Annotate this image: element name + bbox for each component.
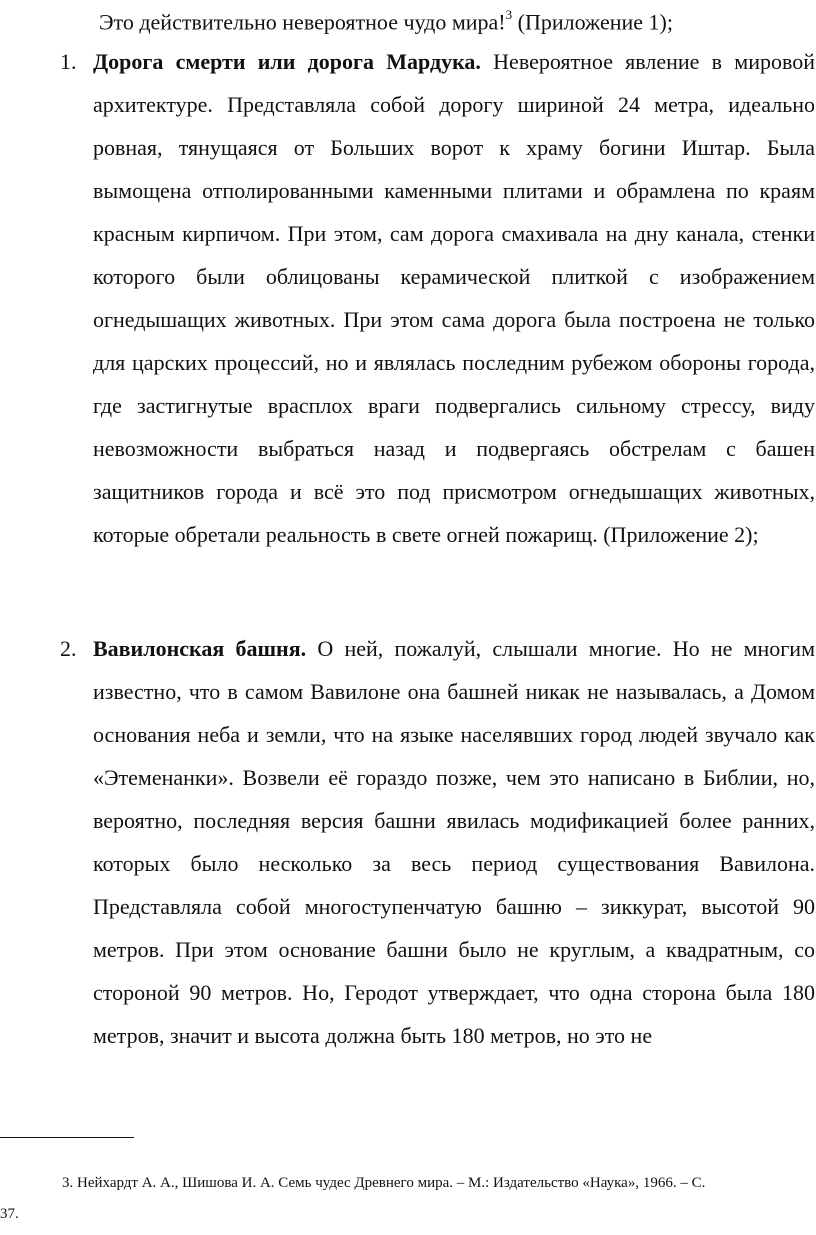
footnote-separator	[0, 1137, 134, 1138]
list-number: 2.	[60, 636, 77, 661]
intro-line	[99, 0, 799, 39]
footnote	[0, 1168, 816, 1230]
list-number: 1.	[60, 49, 77, 74]
item-body: О ней, пожалуй, слышали многие. Но не многим известно, что в самом Вавилоне она башней никак не называлась, а Домом основания неба и земли, что на языке населявших город людей звучало как «Этеменанки». Возвели её гораздо позже, чем это написано в Библии, но, вероятно, последняя версия башни явилась модификацией более ранних, которых было несколько за весь период существования Вавилона. Представляла собой многоступенчатую башню – зиккурат, высотой 90 метров. При этом основание башни было не круглым, а квадратным, со стороной 90 метров. Но, Геродот утверждает, что одна сторона была 180 метров, значит и высота должна быть 180 метров, но это не	[93, 636, 815, 1048]
footnote-line-1: 3. Нейхардт А. А., Шишова И. А. Семь чудес Древнего мира. – М.: Издательство «Наука», 1966. – С.	[62, 1175, 706, 1191]
intro-after: (Приложение 1);	[512, 9, 673, 35]
footnote-ref[interactable]: 3	[505, 7, 513, 22]
intro-text: Это действительно невероятное чудо мира!	[99, 9, 506, 35]
list-item-road-of-marduk	[60, 40, 815, 556]
item-title: Вавилонская башня.	[93, 636, 307, 661]
list-item-tower-of-babel	[60, 627, 815, 1057]
footnote-line-2: 37.	[0, 1206, 19, 1222]
item-title: Дорога смерти или дорога Мардука.	[93, 49, 481, 74]
item-body: Невероятное явление в мировой архитектуре. Представляла собой дорогу шириной 24 метра, идеально ровная, тянущаяся от Больших ворот к храму богини Иштар. Была вымощена отполированными каменными плитами и обрамлена по краям красным кирпичом. При этом, сам дорога смахивала на дну канала, стенки которого были облицованы керамической плиткой с изображением огнедышащих животных. При этом сама дорога была построена не только для царских процессий, но и являлась последним рубежом обороны города, где застигнутые врасплох враги подвергались сильному стрессу, виду невозможности выбраться назад и подвергаясь обстрелам с башен защитников города и всё это под присмотром огнедышащих животных, которые обретали реальность в свете огней пожарищ. (Приложение 2);	[93, 49, 815, 547]
